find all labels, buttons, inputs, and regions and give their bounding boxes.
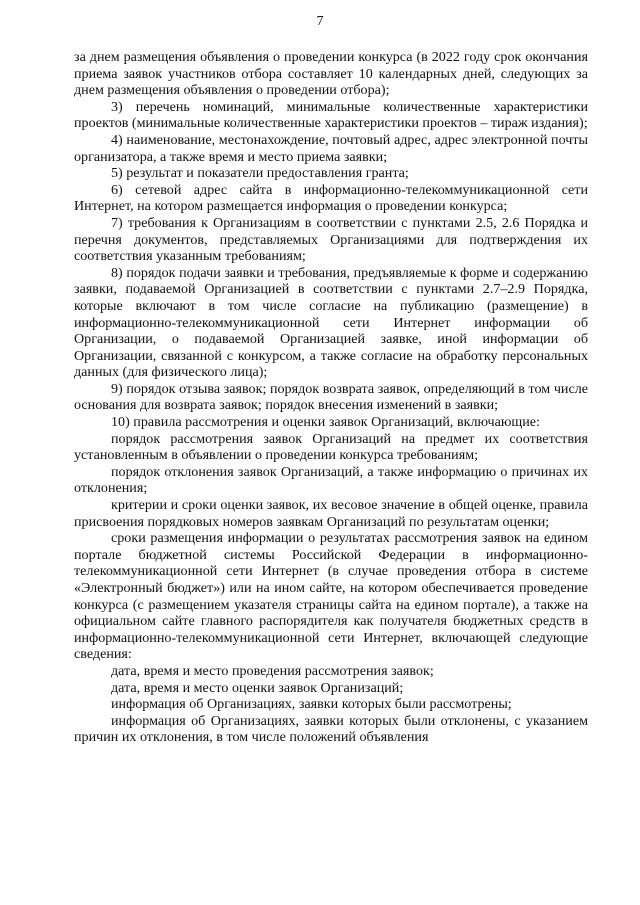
paragraph-item-10: 10) правила рассмотрения и оценки заявок Организаций, включающие: (111, 414, 540, 431)
paragraph-item-9: 9) порядок отзыва заявок; порядок возврата заявок, определяющий в том числе основания для возврата заявок; порядок внесения изменений в заявки; (74, 380, 588, 414)
paragraph-evaluation-criteria: критерии и сроки оценки заявок, их весовое значение в общей оценке, правила присвоения порядковых номеров заявкам Организаций по результатам оценки; (74, 497, 588, 530)
paragraph-review-date: дата, время и место проведения рассмотрения заявок; (111, 662, 434, 679)
paragraph-review-procedure: порядок рассмотрения заявок Организаций на предмет их соответствия установленным в объявлении о проведении конкурса требованиям; (74, 430, 588, 464)
paragraph-item-7: 7) требования к Организациям в соответствии с пунктами 2.5, 2.6 Порядка и перечня документов, представляемых Организациями для подтверждения их соответствия указанным требованиям; (74, 214, 588, 265)
document-body (74, 49, 588, 746)
paragraph-item-5: 5) результат и показатели предоставления гранта; (111, 165, 409, 182)
page-number: 7 (316, 14, 324, 29)
paragraph-publication-terms: сроки размещения информации о результатах рассмотрения заявок на едином портале бюджетной системы Российской Федерации в информационно-телекоммуникационной сети Интернет (в случае проведения отбора в системе «Электронный бюджет») или на ином сайте, на котором обеспечивается проведение конкурса (с размещением указателя страницы сайта на едином портале), а также на официальном сайте главного распорядителя как получателя бюджетных средств в информационно-телекоммуникационной сети Интернет, включающей следующие сведения: (74, 530, 588, 663)
paragraph-rejected-organizations: информация об Организациях, заявки которых были отклонены, с указанием причин их отклонения, в том числе положений объявления (74, 712, 588, 746)
paragraph-reviewed-organizations: информация об Организациях, заявки которых были рассмотрены; (111, 696, 512, 713)
paragraph-item-6: 6) сетевой адрес сайта в информационно-телекоммуникационной сети Интернет, на котором размещается информация о проведении конкурса; (74, 181, 588, 215)
paragraph-continuation: за днем размещения объявления о проведении конкурса (в 2022 году срок окончания приема заявок участников отбора составляет 10 календарных дней, следующих за днем размещения объявления о проведении отбора); (74, 49, 588, 99)
paragraph-item-3: 3) перечень номинаций, минимальные количественные характеристики проектов (минимальные количественные характеристики проектов – тираж издания); (74, 98, 588, 132)
paragraph-item-8: 8) порядок подачи заявки и требования, предъявляемые к форме и содержанию заявки, подаваемой Организацией в соответствии с пунктами 2.7–2.9 Порядка, которые включают в том числе согласие на публикацию (размещение) в информационно-телекоммуникационной сети Интернет информации об Организации, о подаваемой Организацией заявке, иной информации об Организации, связанной с конкурсом, а также согласие на обработку персональных данных (для физического лица); (74, 264, 588, 381)
paragraph-rejection-procedure: порядок отклонения заявок Организаций, а также информацию о причинах их отклонения; (74, 463, 588, 497)
paragraph-evaluation-date: дата, время и место оценки заявок Организаций; (111, 679, 404, 696)
paragraph-item-4: 4) наименование, местонахождение, почтовый адрес, адрес электронной почты организатора, а также время и место приема заявки; (74, 131, 588, 165)
